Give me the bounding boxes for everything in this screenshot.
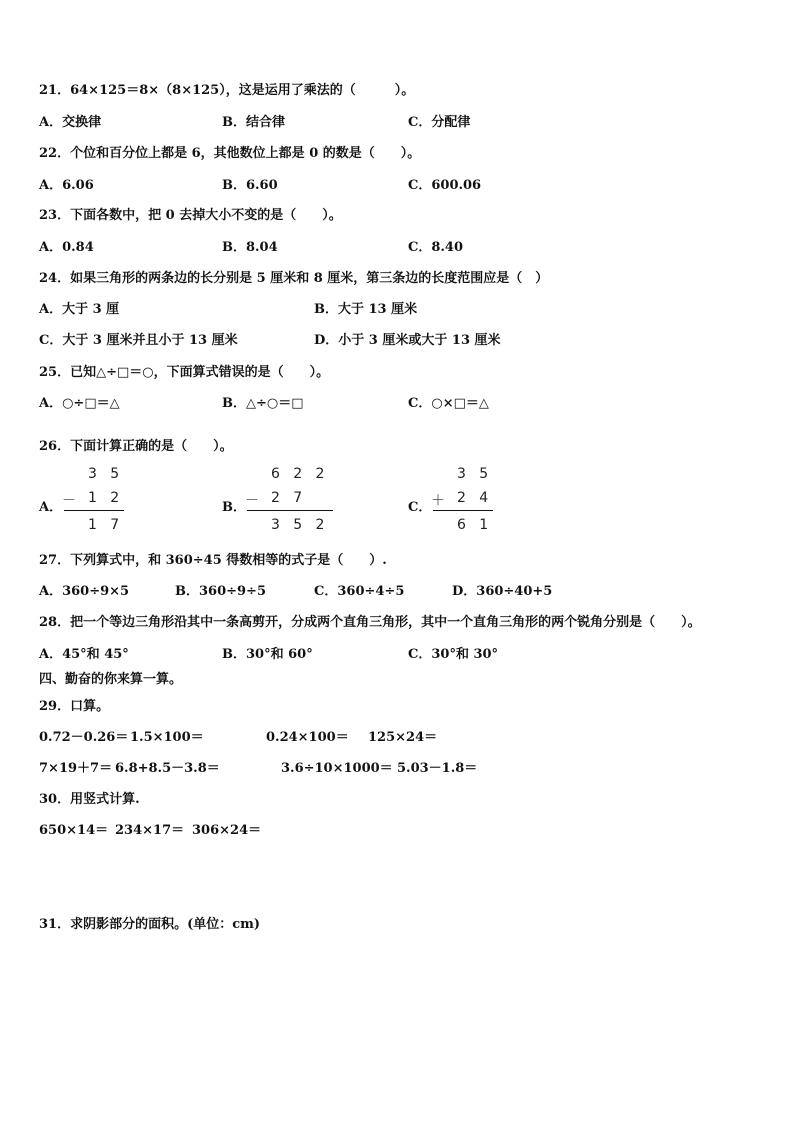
q27-option-a[interactable]: A．360÷9×5 [39,584,130,599]
q28-option-c[interactable]: C．30°和 30° [408,647,499,662]
q25-option-a[interactable]: A．○÷□＝△ [39,396,120,411]
q22-option-a[interactable]: A．6.06 [39,178,94,193]
q26-option-c-label[interactable]: C． [408,500,432,515]
q30-item3: 306×24＝ [192,823,262,838]
q29-row2-item3: 3.6÷10×1000＝ [281,761,393,776]
q26-b-result: 3 5 2 [271,517,325,533]
q23-option-b[interactable]: B．8.04 [222,240,278,255]
q26-a-top-number: 3 5 [88,466,120,482]
q26-option-b-label[interactable]: B． [222,500,246,515]
q29-row2-item1: 7×19＋7＝ [39,761,113,776]
q22-option-c[interactable]: C．600.06 [408,178,482,193]
q26-a-result: 1 7 [88,517,120,533]
q26-a-operator: － [62,493,76,509]
q22-option-b[interactable]: B．6.60 [222,178,278,193]
q29-row1-item1: 0.72－0.26＝ [39,730,129,745]
question-28-stem: 28．把一个等边三角形沿其中一条高剪开，分成两个直角三角形，其中一个直角三角形的两个锐角分别是（ ）。 [39,615,701,630]
question-31-stem: 31．求阴影部分的面积。(单位：cm) [39,917,261,932]
q26-b-operator: － [245,493,259,509]
q29-row1-item3: 0.24×100＝ [266,730,349,745]
question-21-stem: 21．64×125＝8×（8×125），这是运用了乘法的（ ）。 [39,83,415,98]
q26-a-second-number: 1 2 [88,490,120,506]
q24-option-c[interactable]: C．大于 3 厘米并且小于 13 厘米 [39,333,238,348]
q27-option-b[interactable]: B．360÷9÷5 [175,584,267,599]
q24-option-d[interactable]: D．小于 3 厘米或大于 13 厘米 [314,333,501,348]
question-24-stem: 24．如果三角形的两条边的长分别是 5 厘米和 8 厘米，第三条边的长度范围应是（ ） [39,271,549,286]
question-26-stem: 26．下面计算正确的是（ ）。 [39,439,233,454]
q23-option-c[interactable]: C．8.40 [408,240,464,255]
q26-b-sum-line [247,510,333,511]
q26-c-result: 6 1 [457,517,489,533]
q26-option-a-vertical-calc[interactable] [62,466,132,536]
q26-c-second-number: 2 4 [457,490,489,506]
q29-row2-item2: 6.8+8.5－3.8＝ [115,761,220,776]
q21-option-c[interactable]: C．分配律 [408,115,471,130]
q30-item2: 234×17＝ [115,823,185,838]
q21-option-a[interactable]: A．交换律 [39,115,102,130]
q26-c-operator: ＋ [431,493,445,509]
q26-c-sum-line [433,510,493,511]
q26-c-top-number: 3 5 [457,466,489,482]
q25-option-b[interactable]: B．△÷○＝□ [222,396,304,411]
q24-option-a[interactable]: A．大于 3 厘 [39,302,120,317]
q28-option-b[interactable]: B．30°和 60° [222,647,313,662]
q26-a-sum-line [64,510,124,511]
question-29-stem: 29．口算。 [39,699,110,714]
q26-option-c-vertical-calc[interactable] [431,466,501,536]
q30-item1: 650×14＝ [39,823,109,838]
q24-option-b[interactable]: B．大于 13 厘米 [314,302,418,317]
question-25-stem: 25．已知△÷□＝○，下面算式错误的是（ ）。 [39,365,330,380]
question-22-stem: 22．个位和百分位上都是 6，其他数位上都是 0 的数是（ ）。 [39,146,421,161]
q29-row1-item2: 1.5×100＝ [130,730,204,745]
q29-row2-item4: 5.03－1.8＝ [397,761,478,776]
q26-b-second-number: 2 7 [271,490,303,506]
q29-row1-item4: 125×24＝ [368,730,438,745]
section-four-title: 四、勤奋的你来算一算。 [39,672,183,687]
q26-b-top-number: 6 2 2 [271,466,325,482]
q23-option-a[interactable]: A．0.84 [39,240,94,255]
q28-option-a[interactable]: A．45°和 45° [39,647,129,662]
q21-option-b[interactable]: B．结合律 [222,115,285,130]
question-30-stem: 30．用竖式计算. [39,792,140,807]
question-27-stem: 27．下列算式中，和 360÷45 得数相等的式子是（ ）. [39,553,387,568]
question-23-stem: 23．下面各数中，把 0 去掉大小不变的是（ ）。 [39,208,342,223]
q26-option-b-vertical-calc[interactable] [245,466,340,536]
q26-option-a-label[interactable]: A． [39,500,63,515]
q25-option-c[interactable]: C．○×□＝△ [408,396,489,411]
q27-option-c[interactable]: C．360÷4÷5 [314,584,405,599]
q27-option-d[interactable]: D．360÷40+5 [452,584,553,599]
